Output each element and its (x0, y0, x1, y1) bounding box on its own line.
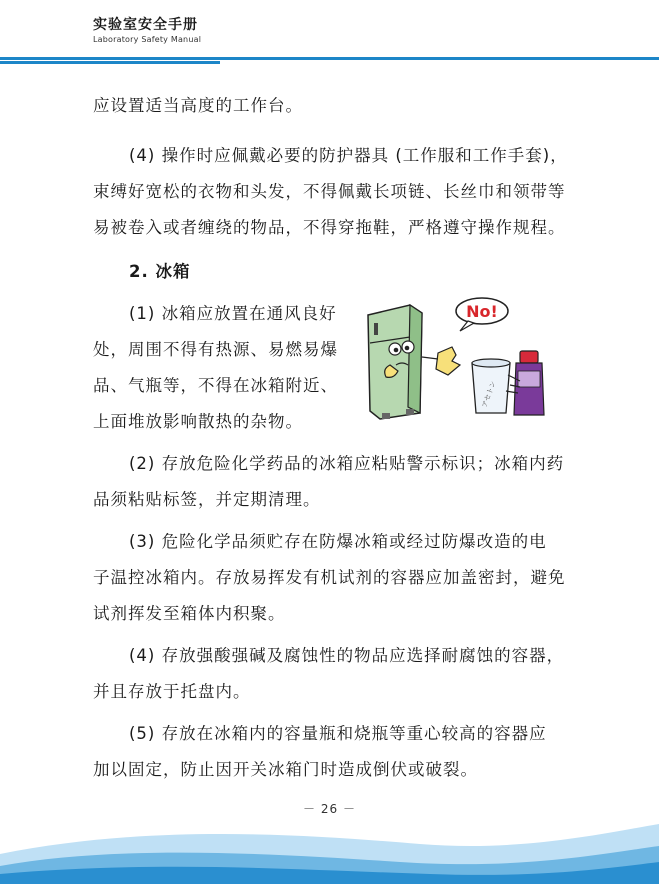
text-line: 子温控冰箱内。存放易挥发有机试剂的容器应加盖密封，避免 (93, 568, 566, 587)
page-number: － 26 － (303, 802, 356, 816)
text-line: 试剂挥发至箱体内积聚。 (93, 604, 286, 623)
footer-wave-decoration (0, 804, 659, 884)
section-heading: 2. 冰箱 (129, 262, 191, 281)
beaker-label: アセトン (480, 379, 498, 409)
text-line: 品须粘贴标签，并定期清理。 (93, 490, 321, 509)
fridge-icon (368, 305, 460, 419)
text-line: (4) 存放强酸强碱及腐蚀性的物品应选择耐腐蚀的容器， (129, 646, 565, 665)
manual-title: 实验室安全手册 (93, 17, 198, 33)
text-line: (4) 操作时应佩戴必要的防护器具 (工作服和工作手套)， (129, 146, 568, 165)
beaker-icon (472, 359, 510, 413)
header-rule-accent (0, 61, 220, 64)
text-line: 品、气瓶等，不得在冰箱附近、 (93, 376, 338, 395)
no-speech-bubble (456, 298, 508, 331)
text-line: 上面堆放影响散热的杂物。 (93, 412, 303, 431)
text-line: 应设置适当高度的工作台。 (93, 96, 303, 115)
text-line: 处，周围不得有热源、易燃易爆 (93, 340, 338, 359)
speech-text: No! (466, 302, 498, 321)
text-line: 束缚好宽松的衣物和头发，不得佩戴长项链、长丝巾和领带等 (93, 182, 566, 201)
text-line: 并且存放于托盘内。 (93, 682, 251, 701)
text-line: (3) 危险化学品须贮存在防爆冰箱或经过防爆改造的电 (129, 532, 547, 551)
chemical-bottle-icon (506, 351, 544, 415)
text-line: 加以固定，防止因开关冰箱门时造成倒伏或破裂。 (93, 760, 478, 779)
text-line: (2) 存放危险化学药品的冰箱应粘贴警示标识；冰箱内药 (129, 454, 565, 473)
text-line: (1) 冰箱应放置在通风良好 (129, 304, 337, 323)
fridge-chemicals-illustration (360, 295, 560, 425)
header-rule (0, 57, 659, 60)
manual-subtitle: Laboratory Safety Manual (93, 35, 202, 44)
text-line: 易被卷入或者缠绕的物品，不得穿拖鞋，严格遵守操作规程。 (93, 218, 566, 237)
page-header (0, 0, 659, 70)
text-line: (5) 存放在冰箱内的容量瓶和烧瓶等重心较高的容器应 (129, 724, 547, 743)
